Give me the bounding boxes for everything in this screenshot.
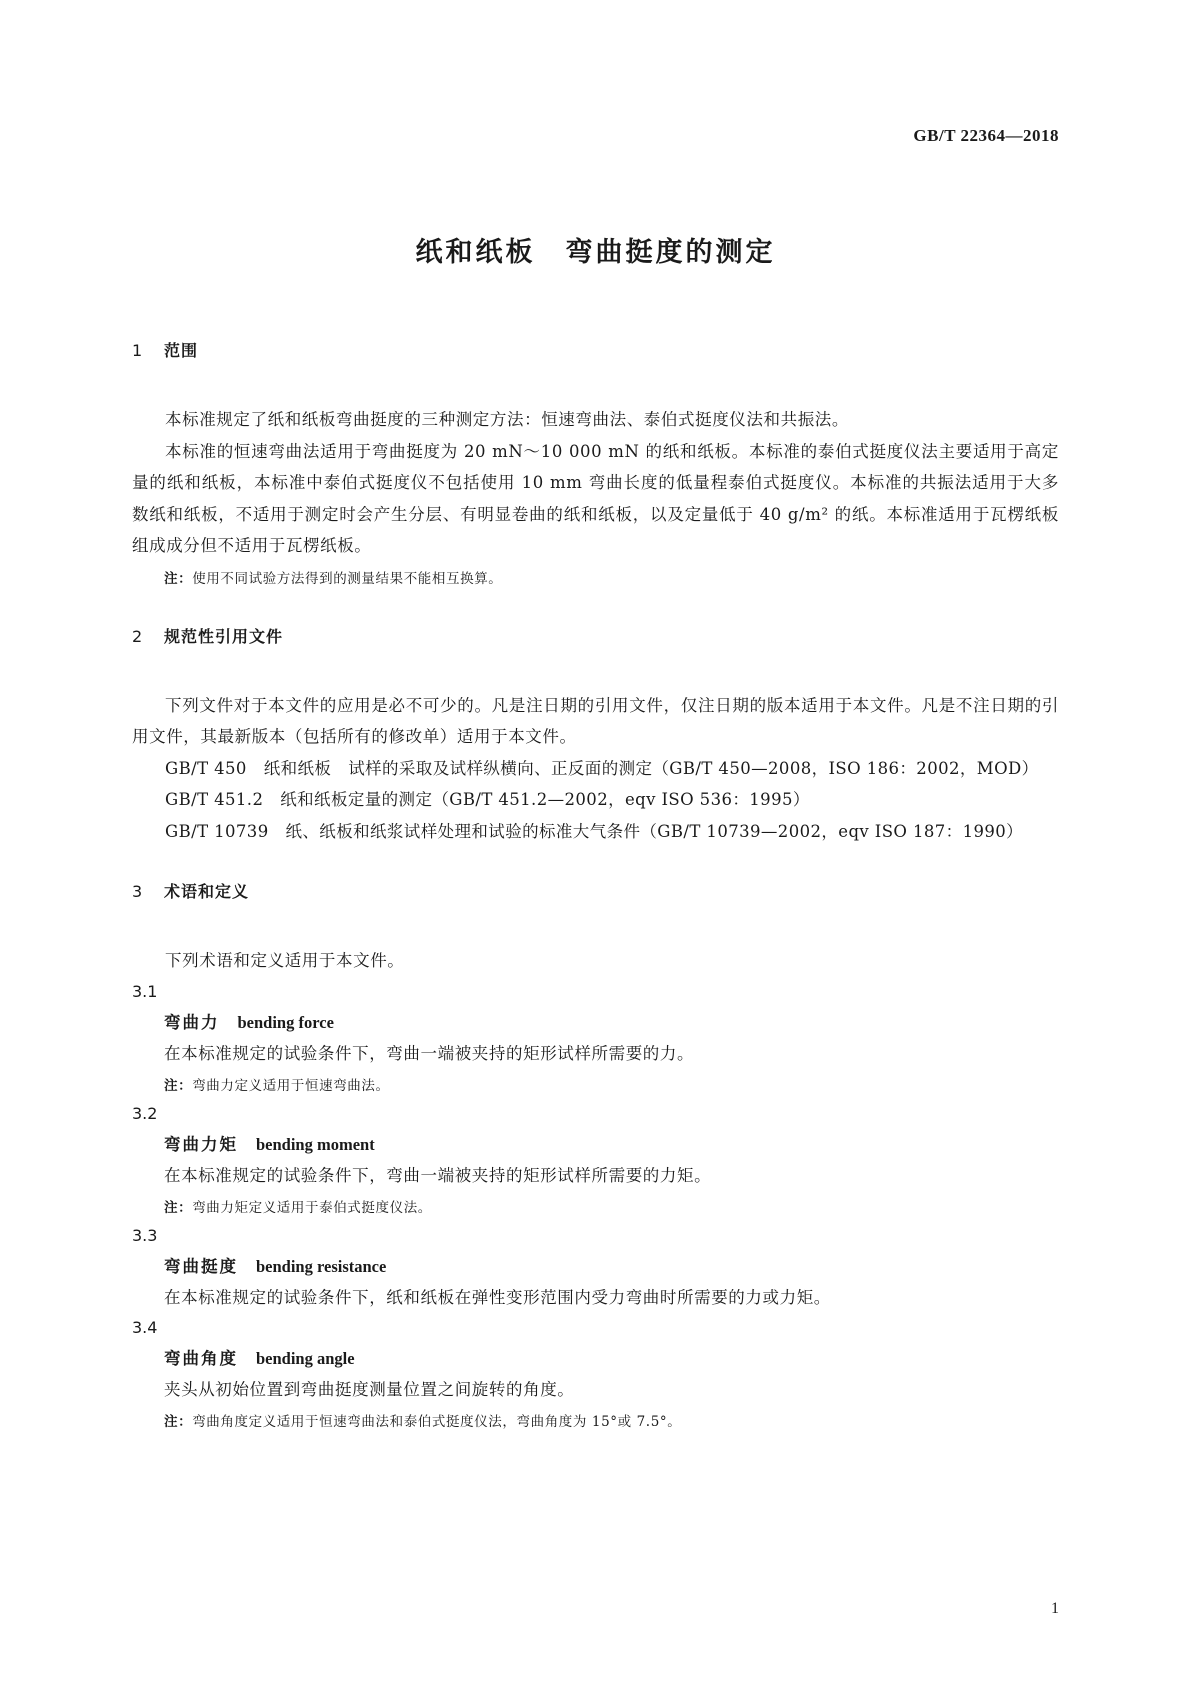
term-number: 3.1 <box>132 981 158 1001</box>
note-text: 弯曲力定义适用于恒速弯曲法。 <box>192 1077 390 1094</box>
term-definition: 夹头从初始位置到弯曲挺度测量位置之间旋转的角度。 <box>164 1379 575 1399</box>
term-name-zh: 弯曲挺度 <box>164 1256 238 1276</box>
section-title: 术语和定义 <box>164 882 250 901</box>
paragraph: 本标准的恒速弯曲法适用于弯曲挺度为 20 mN～10 000 mN 的纸和纸板。本标准的泰伯式挺度仪法主要适用于高定量的纸和纸板，本标准中泰伯式挺度仪不包括使用 10 mm 弯曲长度的低量程泰伯式挺度仪。本标准的共振法适用于大多数纸和纸板，不适用于测定时会产生分层、有明显卷曲的纸和纸板，以及定量低于 40 g/m² 的纸。本标准适用于瓦楞纸板组成成分但不适用于瓦楞纸板。 <box>132 441 1059 555</box>
note <box>164 1073 1059 1099</box>
term-name-en: bending resistance <box>256 1256 387 1276</box>
term-name <box>164 1251 1059 1282</box>
term-definition: 在本标准规定的试验条件下，弯曲一端被夹持的矩形试样所需要的力。 <box>164 1043 695 1063</box>
section-title: 规范性引用文件 <box>164 626 284 646</box>
note-text: 弯曲角度定义适用于恒速弯曲法和泰伯式挺度仪法，弯曲角度为 15°或 7.5°。 <box>192 1413 682 1430</box>
term-definition: 在本标准规定的试验条件下，弯曲一端被夹持的矩形试样所需要的力矩。 <box>164 1165 712 1185</box>
term-name-zh: 弯曲力 <box>164 1012 220 1032</box>
paragraph: 下列文件对于本文件的应用是必不可少的。凡是注日期的引用文件，仅注日期的版本适用于本文件。凡是不注日期的引用文件，其最新版本（包括所有的修改单）适用于本文件。 <box>132 695 1059 746</box>
note <box>164 1195 1059 1221</box>
term-name-zh: 弯曲角度 <box>164 1348 238 1368</box>
term-name <box>164 1129 1059 1160</box>
term-name <box>164 1007 1059 1038</box>
term-name-en: bending angle <box>256 1348 355 1368</box>
term-name <box>164 1343 1059 1374</box>
reference-item: GB/T 451.2 纸和纸板定量的测定（GB/T 451.2—2002，eqv ISO 536：1995） <box>165 790 810 809</box>
section-title: 范围 <box>164 341 199 360</box>
paragraph: 本标准规定了纸和纸板弯曲挺度的三种测定方法：恒速弯曲法、泰伯式挺度仪法和共振法。 <box>165 410 849 429</box>
term-name-en: bending moment <box>256 1134 375 1154</box>
section-heading-terms-and-definitions <box>132 877 1059 907</box>
note-label: 注： <box>164 570 193 587</box>
paragraph: 下列术语和定义适用于本文件。 <box>165 951 405 970</box>
note-text: 弯曲力矩定义适用于泰伯式挺度仪法。 <box>192 1199 432 1216</box>
note <box>164 566 1059 592</box>
term-name-zh: 弯曲力矩 <box>164 1134 238 1154</box>
reference-item: GB/T 10739 纸、纸板和纸浆试样处理和试验的标准大气条件（GB/T 10739—2002，eqv ISO 187：1990） <box>165 821 1024 841</box>
section-number: 3 <box>132 882 144 901</box>
term-name-en: bending force <box>237 1012 334 1032</box>
note <box>164 1409 1059 1435</box>
note-text: 使用不同试验方法得到的测量结果不能相互换算。 <box>192 570 503 587</box>
section-number: 2 <box>132 626 144 646</box>
section-heading-scope <box>132 336 1059 366</box>
page-number: 1 <box>1051 1600 1059 1617</box>
term-number: 3.2 <box>132 1103 158 1123</box>
term-number: 3.3 <box>132 1225 158 1245</box>
reference-item: GB/T 450 纸和纸板 试样的采取及试样纵横向、正反面的测定（GB/T 450—2008，ISO 186：2002，MOD） <box>165 758 1039 778</box>
section-number: 1 <box>132 341 144 360</box>
section-heading-normative-references <box>132 622 1059 652</box>
note-label: 注： <box>164 1077 193 1094</box>
term-number: 3.4 <box>132 1317 158 1337</box>
document-title: 纸和纸板 弯曲挺度的测定 <box>415 237 776 268</box>
note-label: 注： <box>164 1413 193 1430</box>
standard-code: GB/T 22364—2018 <box>913 126 1059 145</box>
document-body <box>132 336 1059 1435</box>
term-definition: 在本标准规定的试验条件下，纸和纸板在弹性变形范围内受力弯曲时所需要的力或力矩。 <box>164 1287 831 1307</box>
note-label: 注： <box>164 1199 193 1216</box>
